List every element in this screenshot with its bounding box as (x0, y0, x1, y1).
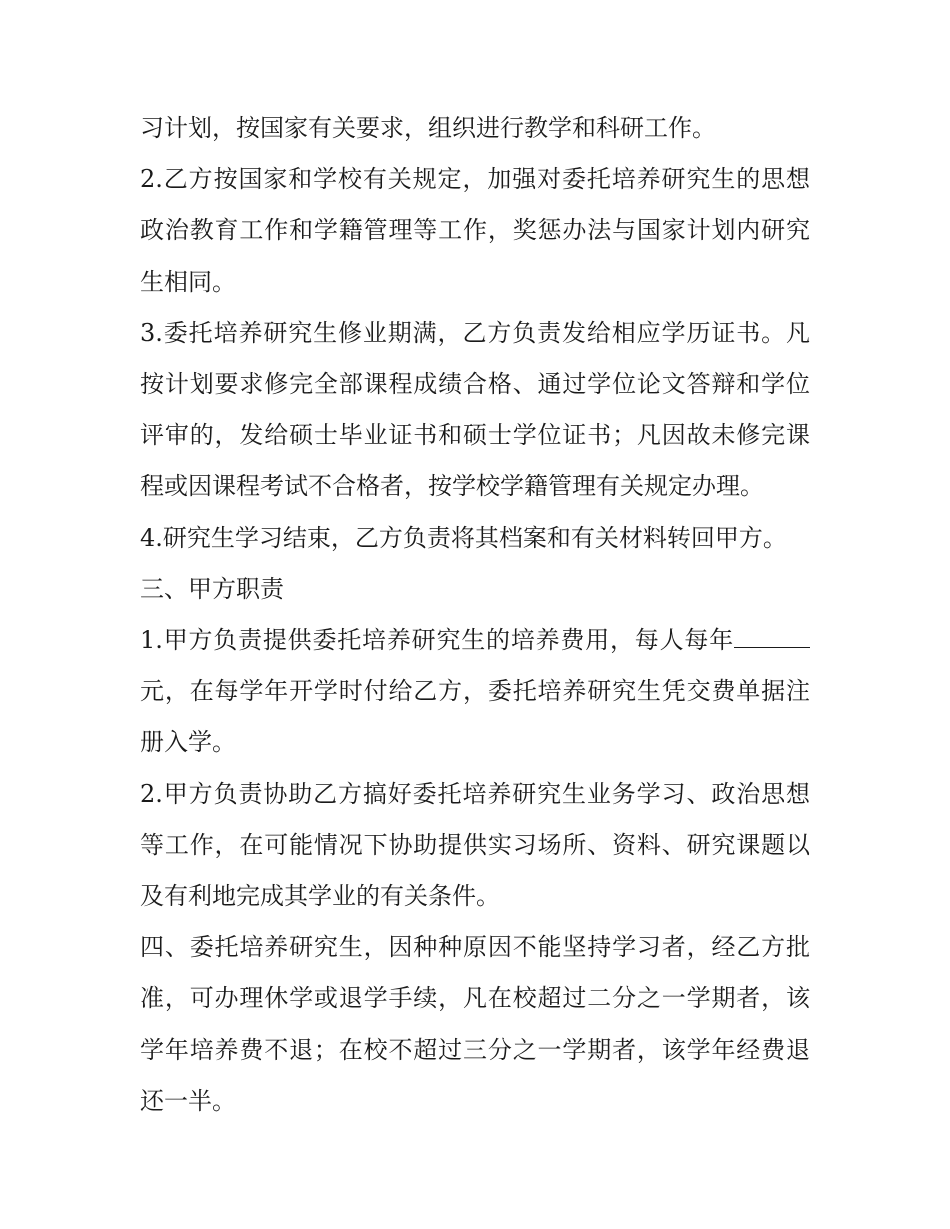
paragraph-party-a-1 (140, 615, 810, 769)
paragraph-party-b-2: 2.乙方按国家和学校有关规定，加强对委托培养研究生的思想政治教育工作和学籍管理等工作，奖惩办法与国家计划内研究生相同。 (140, 165, 810, 296)
section-heading-party-a: 三、甲方职责 (140, 574, 284, 603)
paragraph-party-a-1-start: 1.甲方负责提供委托培养研究生的培养费用，每人每年 (140, 626, 734, 655)
fee-amount-blank (734, 627, 810, 648)
paragraph-study-plan: 习计划，按国家有关要求，组织进行教学和科研工作。 (140, 114, 716, 142)
document-body (140, 103, 810, 1127)
paragraph-party-a-1-end: 元，在每学年开学时付给乙方，委托培养研究生凭交费单据注册入学。 (140, 677, 810, 757)
paragraph-party-b-4: 4.研究生学习结束，乙方负责将其档案和有关材料转回甲方。 (140, 523, 787, 552)
section-four-withdrawal: 四、委托培养研究生，因种种原因不能坚持学习者，经乙方批准，可办理休学或退学手续，凡在校超过二分之一学期者，该学年培养费不退；在校不超过三分之一学期者，该学年经费退还一半。 (140, 933, 810, 1115)
paragraph-party-b-3: 3.委托培养研究生修业期满，乙方负责发给相应学历证书。凡按计划要求修完全部课程成绩合格、通过学位论文答辩和学位评审的，发给硕士毕业证书和硕士学位证书；凡因故未修完课程或因课程考试不合格者，按学校学籍管理有关规定办理。 (140, 318, 810, 501)
paragraph-party-a-2: 2.甲方负责协助乙方搞好委托培养研究生业务学习、政治思想等工作，在可能情况下协助提供实习场所、资料、研究课题以及有利地完成其学业的有关条件。 (140, 779, 810, 911)
